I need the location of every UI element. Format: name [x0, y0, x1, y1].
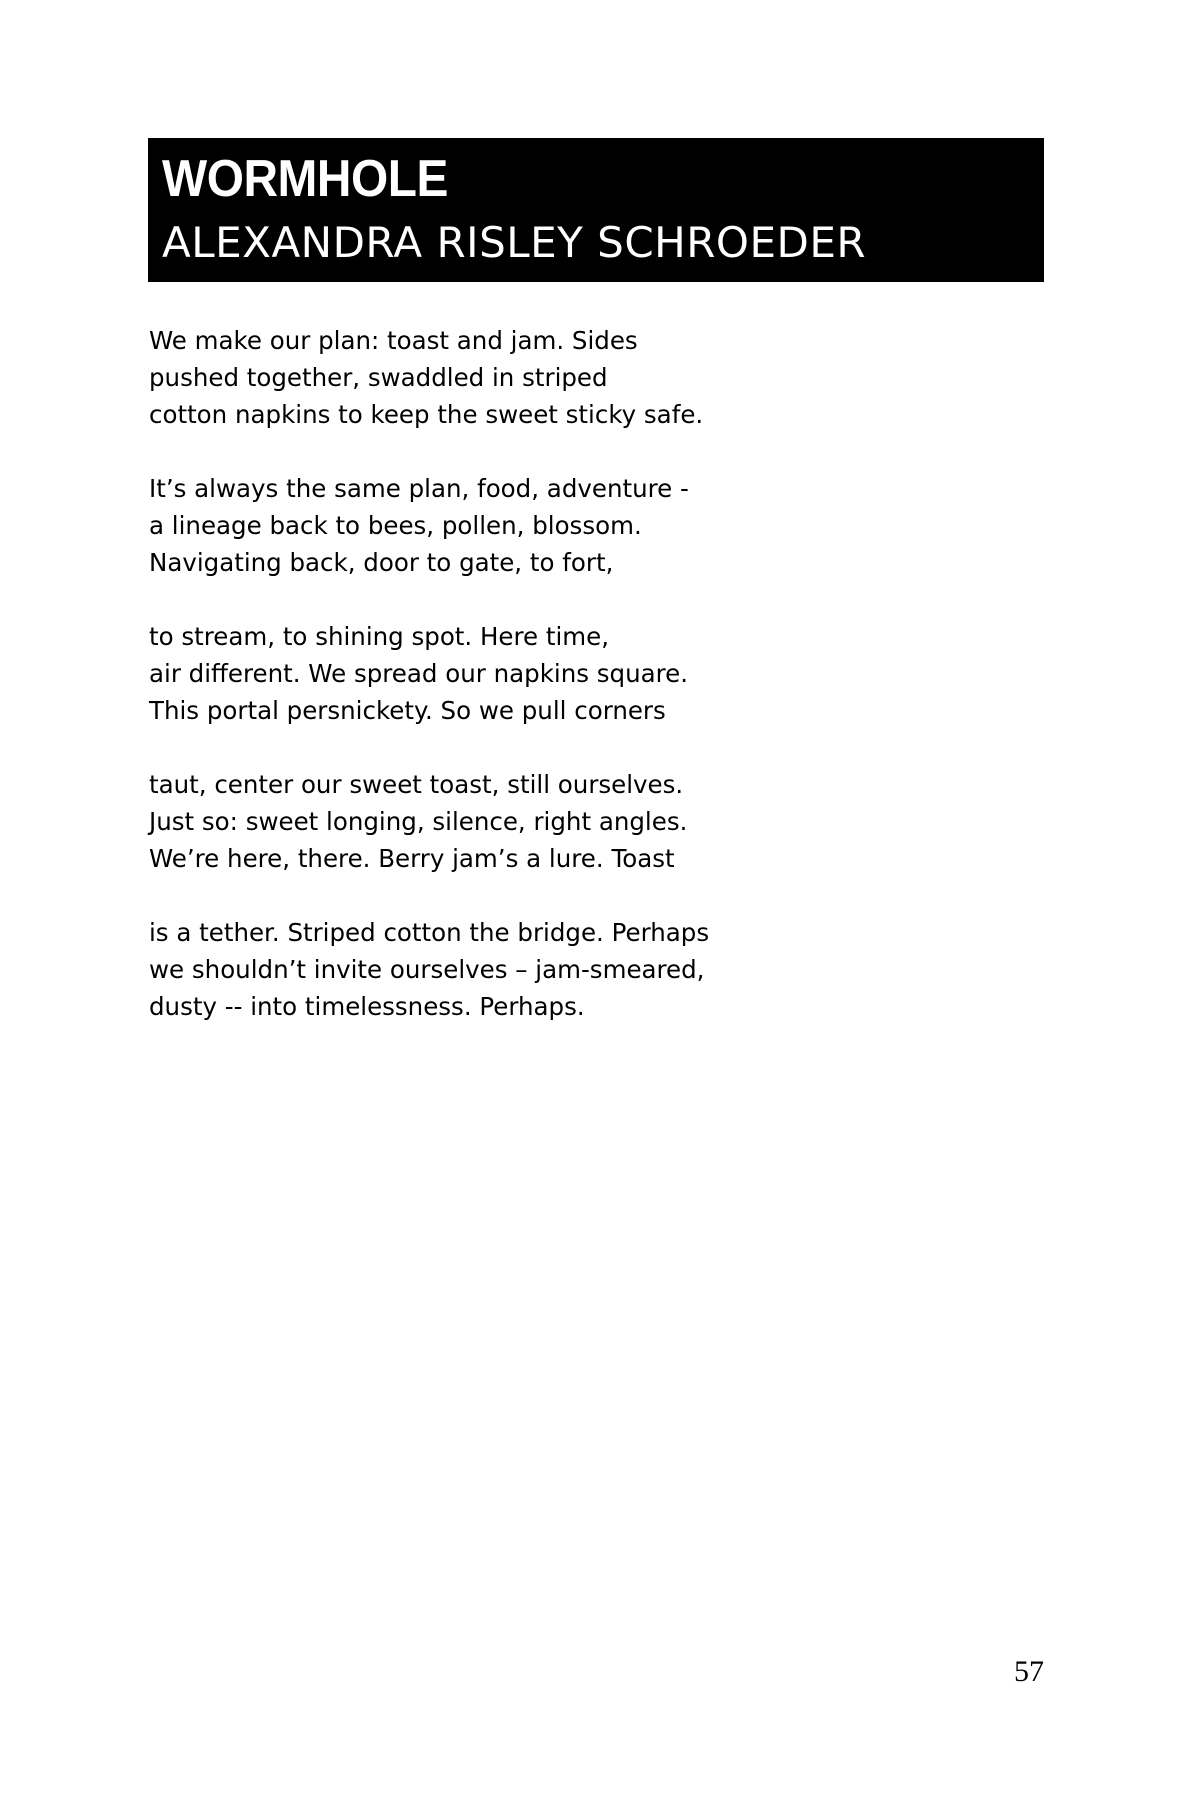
- poem-line: Navigating back, door to gate, to fort,: [149, 548, 614, 577]
- poem-line: We make our plan: toast and jam. Sides: [149, 326, 638, 355]
- stanza-1: [149, 322, 909, 433]
- poem-line: Just so: sweet longing, silence, right angles.: [149, 807, 688, 836]
- page-number: 57: [1014, 1655, 1044, 1688]
- stanza-5: [149, 914, 909, 1025]
- title-block: [148, 138, 1044, 282]
- stanza-2: [149, 470, 909, 581]
- poem-author: ALEXANDRA RISLEY SCHROEDER: [162, 218, 867, 267]
- poem-line: dusty -- into timelessness. Perhaps.: [149, 992, 585, 1021]
- stanza-4: [149, 766, 909, 877]
- poem-line: pushed together, swaddled in striped: [149, 363, 608, 392]
- poem-line: we shouldn’t invite ourselves – jam-smeared,: [149, 955, 705, 984]
- poem-line: It’s always the same plan, food, adventure -: [149, 474, 689, 503]
- poem-line: taut, center our sweet toast, still ourselves.: [149, 770, 684, 799]
- poem-line: cotton napkins to keep the sweet sticky safe.: [149, 400, 704, 429]
- poem-line: This portal persnickety. So we pull corners: [149, 696, 666, 725]
- stanza-3: [149, 618, 909, 729]
- poem-line: air different. We spread our napkins square.: [149, 659, 689, 688]
- poem-line: We’re here, there. Berry jam’s a lure. Toast: [149, 844, 675, 873]
- poem-body: [149, 322, 909, 1062]
- poem-line: to stream, to shining spot. Here time,: [149, 622, 610, 651]
- poem-line: is a tether. Striped cotton the bridge. Perhaps: [149, 918, 710, 947]
- poem-title: WORMHOLE: [162, 150, 448, 208]
- poem-line: a lineage back to bees, pollen, blossom.: [149, 511, 642, 540]
